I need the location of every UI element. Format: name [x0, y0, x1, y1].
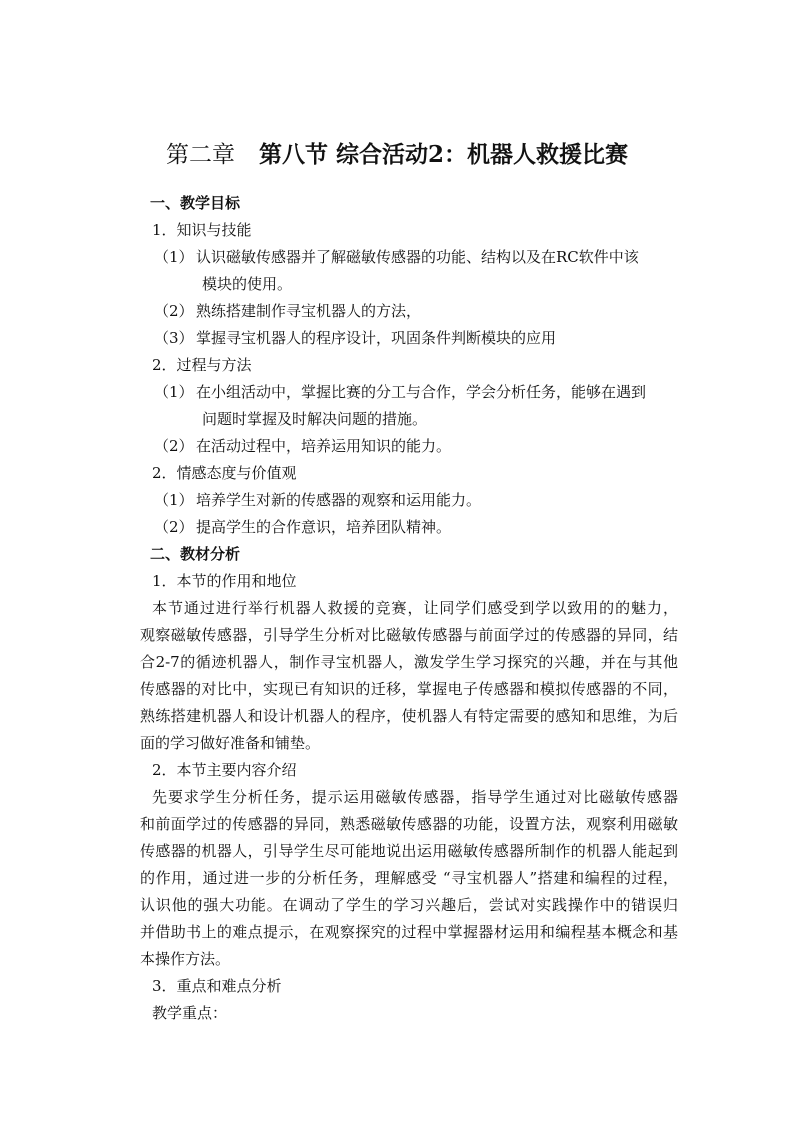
paragraph-line: 本操作方法。: [140, 950, 231, 968]
list-number: （2）: [154, 437, 194, 455]
page-title: [0, 140, 794, 170]
list-text: 在小组活动中，掌握比赛的分工与合作，学会分析任务，能够在遇到: [196, 383, 647, 401]
list-item: [154, 244, 678, 271]
list-text: 在活动过程中，培养运用知识的能力。: [196, 437, 452, 455]
paragraph-line: 熟练搭建机器人和设计机器人的程序，使机器人有特定需要的感知和思维，为后: [140, 707, 678, 725]
list-item: [154, 433, 678, 460]
list-number: （1）: [154, 491, 194, 509]
paragraph-content: [140, 784, 678, 973]
list-item: [154, 298, 678, 325]
paragraph-line: 面的学习做好准备和铺垫。: [140, 734, 321, 752]
list-text: 培养学生对新的传感器的观察和运用能力。: [196, 491, 482, 509]
paragraph-line: 合2-7的循迹机器人，制作寻宝机器人，激发学生学习探究的兴趣，并在与其他: [140, 653, 678, 671]
list-item-continuation: 模块的使用。: [202, 275, 293, 293]
paragraph-line: 传感器的机器人，引导学生尽可能地说出运用磁敏传感器所制作的机器人能起到: [140, 842, 678, 860]
list-number: （1）: [154, 248, 194, 266]
list-text: 熟练搭建制作寻宝机器人的方法，: [196, 302, 422, 320]
document-body: [140, 190, 678, 1027]
subheading-knowledge: 1．知识与技能: [152, 221, 252, 239]
subheading-process: 2．过程与方法: [152, 356, 252, 374]
list-item: [154, 325, 678, 352]
paragraph-line: 认识他的强大功能。在调动了学生的学习兴趣后，尝试对实践操作中的错误归: [140, 896, 678, 914]
subheading-content: 2．本节主要内容介绍: [152, 761, 297, 779]
list-text: 提高学生的合作意识，培养团队精神。: [196, 518, 452, 536]
subheading-keypoints: 3．重点和难点分析: [152, 977, 282, 995]
section-heading-objectives: 一、教学目标: [150, 194, 241, 212]
list-text: 认识磁敏传感器并了解磁敏传感器的功能、结构以及在RC软件中该: [196, 248, 639, 266]
list-item: [154, 514, 678, 541]
list-number: （3）: [154, 329, 194, 347]
paragraph-line: 的作用，通过进一步的分析任务，理解感受 “寻宝机器人”搭建和编程的过程，: [140, 869, 678, 887]
teaching-focus-label: 教学重点：: [152, 1004, 228, 1022]
paragraph-line: 和前面学过的传感器的异同，熟悉磁敏传感器的功能，设置方法，观察利用磁敏: [140, 815, 678, 833]
list-item-continuation: 问题时掌握及时解决问题的措施。: [202, 410, 428, 428]
list-number: （1）: [154, 383, 194, 401]
paragraph-line: 先要求学生分析任务，提示运用磁敏传感器，指导学生通过对比磁敏传感器: [152, 788, 678, 806]
paragraph-role: [140, 595, 678, 757]
list-item: [154, 487, 678, 514]
list-number: （2）: [154, 518, 194, 536]
list-number: （2）: [154, 302, 194, 320]
subheading-role: 1．本节的作用和地位: [152, 572, 297, 590]
list-text: 掌握寻宝机器人的程序设计，巩固条件判断模块的应用: [196, 329, 557, 347]
chapter-label: 第二章: [165, 142, 235, 168]
section-title: 第八节 综合活动2：机器人救援比赛: [258, 141, 628, 168]
paragraph-line: 观察磁敏传感器，引导学生分析对比磁敏传感器与前面学过的传感器的异同，结: [140, 626, 678, 644]
paragraph-line: 本节通过进行举行机器人救援的竞赛，让同学们感受到学以致用的的魅力，: [152, 599, 678, 617]
list-item: [154, 379, 678, 406]
section-heading-materials: 二、教材分析: [150, 545, 241, 563]
paragraph-line: 并借助书上的难点提示，在观察探究的过程中掌握器材运用和编程基本概念和基: [140, 923, 678, 941]
paragraph-line: 传感器的对比中，实现已有知识的迁移，掌握电子传感器和模拟传感器的不同，: [140, 680, 678, 698]
subheading-attitude: 2．情感态度与价值观: [152, 464, 297, 482]
